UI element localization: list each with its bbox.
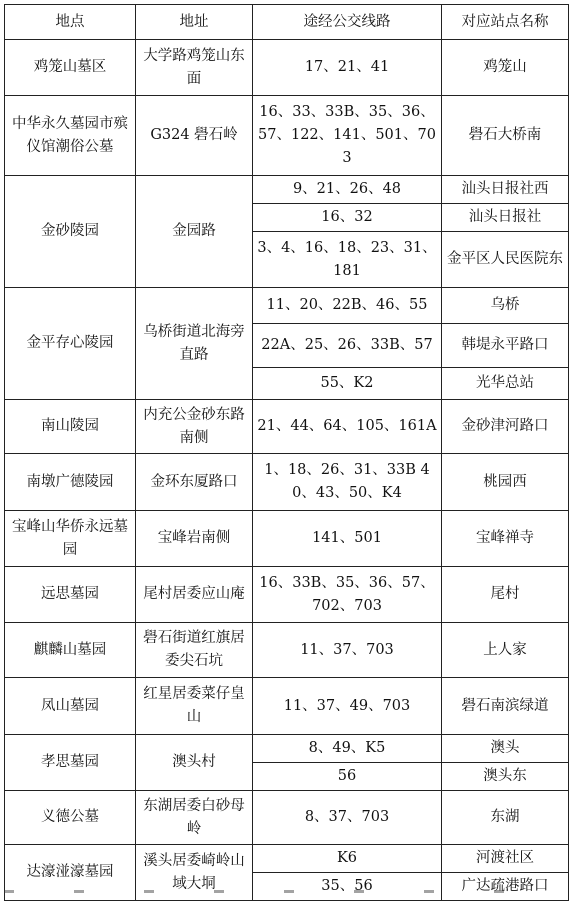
cell-routes: 11、37、703 [253,623,442,678]
cell-stop: 汕头日报社 [442,204,569,232]
table-row [5,791,569,845]
cell-address: 溪头居委崎岭山域大垌 [136,845,253,901]
header-stop: 对应站点名称 [442,5,569,40]
table-row [5,400,569,454]
cell-place: 宝峰山华侨永远墓园 [5,511,136,567]
table-row [5,40,569,96]
table-row [5,735,569,763]
cell-routes: 56 [253,763,442,791]
header-routes: 途经公交线路 [253,5,442,40]
cell-stop: 尾村 [442,567,569,623]
cell-routes: 1、18、26、31、33B 40、43、50、K4 [253,454,442,511]
cell-stop: 金砂津河路口 [442,400,569,454]
header-place: 地点 [5,5,136,40]
cell-stop: 东湖 [442,791,569,845]
cell-address: 宝峰岩南侧 [136,511,253,567]
cell-address: 金园路 [136,176,253,288]
cell-routes: 55、K2 [253,368,442,400]
cell-stop: 韩堤永平路口 [442,324,569,368]
table-row [5,96,569,176]
cell-place: 达濠湴濠墓园 [5,845,136,901]
cell-routes: 16、32 [253,204,442,232]
cell-place: 南山陵园 [5,400,136,454]
table-row [5,454,569,511]
cell-routes: 9、21、26、48 [253,176,442,204]
table-row [5,511,569,567]
cell-place: 金砂陵园 [5,176,136,288]
table-row [5,288,569,324]
cell-place: 南墩广德陵园 [5,454,136,511]
cell-address: 尾村居委应山庵 [136,567,253,623]
cell-routes: 8、37、703 [253,791,442,845]
cell-address: 东湖居委白砂母岭 [136,791,253,845]
cell-address: 红星居委菜仔皇山 [136,678,253,735]
cell-place: 义德公墓 [5,791,136,845]
cell-place: 麒麟山墓园 [5,623,136,678]
cell-stop: 乌桥 [442,288,569,324]
cell-stop: 澳头 [442,735,569,763]
cell-routes: 11、20、22B、46、55 [253,288,442,324]
cell-routes: 141、501 [253,511,442,567]
cell-address: 礐石街道红旗居委尖石坑 [136,623,253,678]
cell-place: 中华永久墓园市殡仪馆潮俗公墓 [5,96,136,176]
cell-stop: 上人家 [442,623,569,678]
cell-address: 乌桥街道北海旁直路 [136,288,253,400]
cell-routes: K6 [253,845,442,873]
table-row [5,623,569,678]
cell-routes: 16、33B、35、36、57、702、703 [253,567,442,623]
header-address: 地址 [136,5,253,40]
cell-routes: 8、49、K5 [253,735,442,763]
cell-stop: 金平区人民医院东 [442,232,569,288]
cell-routes: 35、56 [253,873,442,901]
cell-stop: 澳头东 [442,763,569,791]
cell-routes: 21、44、64、105、161A [253,400,442,454]
cell-address: G324 礐石岭 [136,96,253,176]
cell-stop: 广达疏港路口 [442,873,569,901]
cell-stop: 礐石南滨绿道 [442,678,569,735]
cropped-next-row [4,887,564,895]
cell-routes: 22A、25、26、33B、57 [253,324,442,368]
cell-stop: 礐石大桥南 [442,96,569,176]
table-row [5,678,569,735]
cell-place: 金平存心陵园 [5,288,136,400]
cell-stop: 桃园西 [442,454,569,511]
cell-routes: 17、21、41 [253,40,442,96]
cell-stop: 河渡社区 [442,845,569,873]
cell-address: 澳头村 [136,735,253,791]
cell-place: 凤山墓园 [5,678,136,735]
cell-address: 大学路鸡笼山东面 [136,40,253,96]
cell-place: 鸡笼山墓区 [5,40,136,96]
cell-stop: 光华总站 [442,368,569,400]
cell-routes: 11、37、49、703 [253,678,442,735]
cell-address: 金环东厦路口 [136,454,253,511]
cell-routes: 16、33、33B、35、36、57、122、141、501、703 [253,96,442,176]
cell-address: 内充公金砂东路南侧 [136,400,253,454]
cell-stop: 鸡笼山 [442,40,569,96]
table-row [5,845,569,873]
table-row [5,567,569,623]
table-row [5,176,569,204]
cell-routes: 3、4、16、18、23、31、181 [253,232,442,288]
bus-route-table [4,4,569,901]
cell-stop: 汕头日报社西 [442,176,569,204]
table-body [5,40,569,901]
cell-place: 远思墓园 [5,567,136,623]
cell-place: 孝思墓园 [5,735,136,791]
cell-stop: 宝峰禅寺 [442,511,569,567]
header-row [5,5,569,40]
